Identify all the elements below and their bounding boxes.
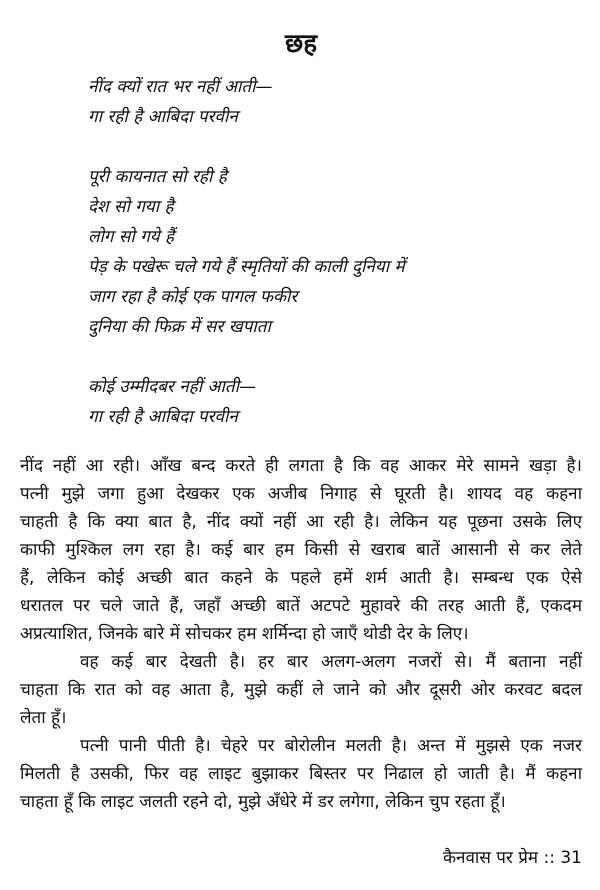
- poem-line: गा रही है आबिदा परवीन: [88, 107, 238, 127]
- prose-line: अप्रत्याशित, जिनके बारे में सोचकर हम शर्मिन्दा हो जाएँ थोडी देर के लिए।: [20, 624, 469, 644]
- poem-line: देश सो गया है: [88, 197, 174, 217]
- prose-body: [20, 452, 582, 816]
- prose-line: पत्नी पानी पीती है। चेहरे पर बोरोलीन मलती है। अन्त में मुझसे एक नजर: [80, 736, 582, 756]
- footer-separator: ::: [543, 848, 555, 868]
- page-number: 31: [560, 848, 582, 868]
- page-footer: [20, 846, 582, 870]
- poem-line: पेड़ के पखेरू चले गये हैं स्मृतियों की काली दुनिया में: [88, 257, 405, 277]
- poem-line: गा रही है आबिदा परवीन: [88, 407, 238, 427]
- poem-line: दुनिया की फिक्र में सर खपाता: [88, 317, 271, 337]
- poem-line: जाग रहा है कोई एक पागल फकीर: [88, 287, 298, 307]
- prose-line: काफी मुश्किल लग रहा है। कई बार हम किसी से खराब बातें आसानी से कर लेते: [20, 540, 582, 560]
- prose-line: चाहता हूँ कि लाइट जलती रहने दो, मुझे अँधेरे में डर लगेगा, लेकिन चुप रहता हूँ।: [20, 792, 506, 812]
- prose-line: चाहती है कि क्या बात है, नींद क्यों नहीं आ रही है। लेकिन यह पूछना उसके लिए: [20, 512, 582, 532]
- prose-line: नींद नहीं आ रही। आँख बन्द करते ही लगता है कि वह आकर मेरे सामने खड़ा है।: [20, 456, 582, 476]
- poem-line: कोई उम्मीदबर नहीं आती—: [88, 377, 257, 397]
- prose-line: वह कई बार देखती है। हर बार अलग-अलग नजरों से। मैं बताना नहीं: [80, 652, 582, 672]
- running-title: कैनवास पर प्रेम: [442, 848, 539, 868]
- prose-line: हैं, लेकिन कोई अच्छी बात कहने के पहले हमें शर्म आती है। सम्बन्ध एक ऐसे: [20, 568, 582, 588]
- prose-line: धरातल पर चले जाते हैं, जहाँ अच्छी बातें अटपटे मुहावरे की तरह आती हैं, एकदम: [20, 596, 582, 616]
- chapter-title: छह: [284, 29, 318, 59]
- prose-line: चाहता कि रात को वह आता है, मुझे कहीं ले जाने को और दूसरी ओर करवट बदल: [20, 680, 582, 700]
- poem-line: नींद क्यों रात भर नहीं आती—: [88, 77, 273, 97]
- poem: [88, 72, 582, 432]
- prose-line: मिलती है उसकी, फिर वह लाइट बुझाकर बिस्तर पर निढाल हो जाती है। मैं कहना: [20, 764, 582, 784]
- poem-line: पूरी कायनात सो रही है: [88, 167, 227, 187]
- prose-line: लेता हूँ।: [20, 708, 67, 728]
- prose-line: पत्नी मुझे जगा हुआ देखकर एक अजीब निगाह से घूरती है। शायद वह कहना: [20, 484, 582, 504]
- poem-line: लोग सो गये हैं: [88, 227, 175, 247]
